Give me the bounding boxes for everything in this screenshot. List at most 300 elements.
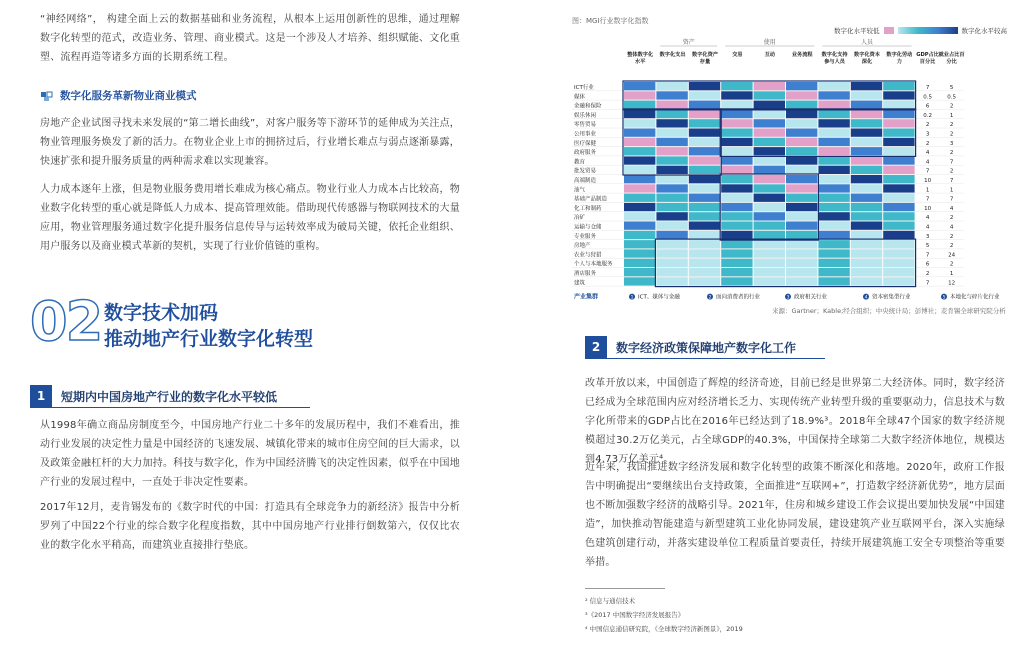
industry-label: 教育 — [574, 159, 586, 166]
heat-cell — [818, 166, 849, 174]
heat-cell — [786, 249, 817, 257]
paragraph: 近年来，我国推进数字经济发展和数字化转型的政策不断深化和落地。2020年，政府工作报告中明确提出“要继续出台支持政策，全面推进“互联网+”，打造数字经济新优势”，地方层面也不断加强数字经济的战略引导。2021年，住房和城乡建设工作会议提出要加快发展“中国建造”，加快推动智能建造与新型建筑工业化协同发展，建设建筑产业互联网平台，深入实施绿色建筑创建行动，并落实建设单位工程质量首要责任，持续开展建筑施工安全专项整治等重要举措。 — [585, 462, 1005, 568]
heat-cell — [624, 240, 655, 248]
heat-cell — [786, 138, 817, 146]
group-header: 使用 — [763, 39, 776, 46]
heat-cell — [818, 240, 849, 248]
gdp-share-value: 6 — [925, 261, 930, 268]
heat-cell — [851, 147, 882, 155]
cluster-name: 资本密集型行业 — [872, 294, 911, 301]
heat-cell — [754, 175, 785, 183]
subheading — [40, 88, 197, 103]
column-header: 数字化支出 — [659, 52, 686, 58]
heat-cell — [883, 259, 914, 267]
heat-cell — [754, 277, 785, 285]
paragraph: 2017年12月，麦肯锡发布的《数字时代的中国：打造具有全球竞争力的新经济》报告中分析罗列了中国22个行业的综合数字化程度指数，其中中国房地产行业排行倒数第六，仅仅比农业的数字化水平稍高，而建筑业直接排行垫底。 — [40, 502, 460, 551]
employment-share-value: 0.5 — [947, 94, 956, 101]
heat-cell — [851, 101, 882, 109]
employment-share-value: 7 — [949, 178, 954, 184]
heat-cell — [656, 175, 687, 183]
heat-cell — [818, 82, 849, 90]
heat-cell — [624, 166, 655, 174]
heat-cell — [851, 231, 882, 239]
heat-cell — [624, 175, 655, 183]
heat-cell — [624, 184, 655, 192]
heat-cell — [754, 231, 785, 239]
heat-cell — [656, 259, 687, 267]
industry-label: 基础产品制造 — [574, 196, 608, 203]
heat-cell — [883, 194, 914, 202]
heat-cell — [851, 175, 882, 183]
heat-cell — [656, 222, 687, 230]
industry-label: 房地产 — [574, 243, 591, 250]
cluster-marker-number: 5 — [942, 295, 946, 301]
heat-cell — [721, 212, 752, 220]
cluster-name: ICT、媒体与金融 — [638, 294, 680, 301]
heat-cell — [656, 129, 687, 137]
group-header: 人员 — [860, 39, 874, 46]
industry-label: 娱乐休闲 — [574, 112, 597, 119]
heat-cell — [786, 203, 817, 211]
heat-cell — [754, 222, 785, 230]
heat-cell — [786, 222, 817, 230]
heat-cell — [656, 138, 687, 146]
heat-cell — [689, 175, 720, 183]
employment-share-value: 2 — [949, 150, 954, 157]
heat-cell — [754, 212, 785, 220]
heat-cell — [754, 184, 785, 192]
heat-cell — [818, 175, 849, 183]
section-title-line2: 推动地产行业数字化转型 — [104, 328, 314, 350]
heat-cell — [851, 119, 882, 127]
subsection-title: 短期内中国房地产行业的数字化水平较低 — [61, 389, 278, 404]
heat-cell — [689, 249, 720, 257]
heat-cell — [786, 277, 817, 285]
heat-cell — [721, 175, 752, 183]
gdp-share-value: 2 — [925, 122, 930, 129]
cluster-marker-number: 3 — [786, 295, 790, 301]
heat-cell — [721, 203, 752, 211]
heat-cell — [656, 110, 687, 118]
heat-cell — [721, 194, 752, 202]
heat-cell — [656, 156, 687, 164]
heat-cell — [754, 194, 785, 202]
industry-label: 零售贸易 — [574, 122, 597, 129]
heat-cell — [689, 110, 720, 118]
employment-share-value: 2 — [949, 243, 954, 250]
paragraph: “神经网络”， 构建全面上云的数据基础和业务流程，从根本上运用创新性的思维，通过理解数字化转型的范式，改造业务、管理、商业模式。这是一个涉及人才培养、组织赋能、文化重塑、流程再造等诸多方面的长期系统工程。 — [40, 14, 460, 63]
heat-cell — [786, 175, 817, 183]
divider — [585, 358, 825, 359]
subheading-text: 数字化服务革新物业商业模式 — [60, 90, 197, 102]
legend-low-label: 数字化水平较低 — [834, 27, 880, 35]
heat-cell — [851, 222, 882, 230]
heat-cell — [883, 147, 914, 155]
group-header: 资产 — [682, 39, 695, 46]
heat-cell — [786, 166, 817, 174]
cluster-marker-number: 1 — [630, 295, 634, 301]
subsection-number: 2 — [585, 336, 607, 358]
employment-share-value: 1 — [949, 112, 954, 119]
employment-share-value: 3 — [949, 140, 954, 147]
industry-label: 专业服务 — [574, 233, 597, 240]
subsection-title: 数字经济政策保障地产数字化工作 — [616, 340, 797, 355]
heat-cell — [786, 156, 817, 164]
column-header: 数字化资产存量 — [692, 52, 718, 65]
heat-cell — [883, 119, 914, 127]
heat-cell — [721, 129, 752, 137]
heat-cell — [851, 138, 882, 146]
heat-cell — [818, 156, 849, 164]
gdp-share-value: 4 — [925, 150, 930, 157]
gdp-share-value: 4 — [925, 224, 930, 231]
heat-cell — [689, 147, 720, 155]
employment-share-value: 12 — [948, 280, 956, 287]
heat-cell — [786, 119, 817, 127]
paragraph: 从1998年确立商品房制度至今，中国房地产行业二十多年的发展历程中，我们不难看出，推动行业发展的决定性力量是中国经济的飞速发展、城镇化带来的城市住房空间的巨大需求，以及政策金融杠杆的大力加持。科技与数字化，作为中国经济腾飞的决定性因素，似乎在中国地产行业的发展过程中，一直处于非决定性要素。 — [40, 420, 460, 488]
industry-label: 建筑 — [574, 280, 586, 287]
heat-cell — [721, 156, 752, 164]
industry-label: 医疗保健 — [574, 140, 597, 147]
heat-cell — [689, 231, 720, 239]
heat-cell — [883, 268, 914, 276]
gdp-share-value: 5 — [925, 243, 930, 250]
heat-cell — [818, 91, 849, 99]
heat-cell — [786, 147, 817, 155]
heat-cell — [851, 249, 882, 257]
heat-cell — [624, 222, 655, 230]
heat-cell — [721, 147, 752, 155]
heat-cell — [818, 194, 849, 202]
heat-cell — [721, 240, 752, 248]
heat-cell — [689, 277, 720, 285]
gdp-share-value: 0.2 — [923, 112, 932, 119]
gdp-share-value: 7 — [925, 85, 930, 91]
footnote-divider — [585, 588, 665, 589]
cluster-name: 本地化与碎片化行业 — [950, 294, 1000, 301]
heat-cell — [656, 82, 687, 90]
section-number: 02 — [30, 290, 102, 353]
heat-cell — [851, 203, 882, 211]
heat-cell — [883, 222, 914, 230]
footnote: ⁴ 中国信息通信研究院，《全球数字经济新图景》，2019 — [585, 625, 743, 633]
employment-share-value: 2 — [949, 103, 954, 110]
heat-cell — [656, 240, 687, 248]
heat-cell — [786, 101, 817, 109]
heat-cell — [656, 119, 687, 127]
heat-cell — [656, 166, 687, 174]
heat-cell — [624, 119, 655, 127]
heat-cell — [883, 249, 914, 257]
industry-label: 政府服务 — [574, 150, 597, 157]
gdp-share-value: 7 — [925, 280, 930, 287]
heat-cell — [721, 231, 752, 239]
industry-label: 高端制造 — [574, 178, 597, 184]
heat-cell — [656, 91, 687, 99]
digitization-index-figure — [572, 16, 1008, 316]
heat-cell — [689, 156, 720, 164]
heat-cell — [624, 194, 655, 202]
column-header: 就业占比百分比 — [938, 52, 965, 65]
heat-cell — [689, 268, 720, 276]
heat-cell — [883, 138, 914, 146]
heat-cell — [786, 91, 817, 99]
employment-share-value: 2 — [949, 261, 954, 268]
cube-icon — [40, 90, 54, 102]
heat-cell — [689, 259, 720, 267]
legend-pink-swatch — [884, 27, 894, 34]
industry-label: 化工和制药 — [574, 205, 602, 212]
heat-cell — [818, 212, 849, 220]
heat-cell — [754, 156, 785, 164]
industry-label: 油气 — [574, 187, 586, 194]
heat-cell — [721, 166, 752, 174]
heat-cell — [656, 194, 687, 202]
gdp-share-value: 7 — [925, 168, 930, 175]
heat-cell — [818, 184, 849, 192]
heat-cell — [851, 268, 882, 276]
gdp-share-value: 7 — [925, 252, 930, 259]
heat-cell — [689, 240, 720, 248]
column-header: 互动 — [764, 52, 775, 58]
heat-cell — [883, 277, 914, 285]
heat-cell — [754, 259, 785, 267]
heat-cell — [721, 138, 752, 146]
heat-cell — [656, 231, 687, 239]
heat-cell — [721, 91, 752, 99]
industry-label: 公用事业 — [574, 131, 597, 138]
employment-share-value: 4 — [949, 224, 954, 231]
cluster-marker-number: 4 — [864, 295, 868, 301]
column-header: GDP占比百分比 — [916, 52, 939, 65]
column-header: 数字化劳动力 — [886, 52, 913, 65]
footnote: ³《2017 中国数字经济发展报告》 — [585, 611, 685, 619]
heat-cell — [754, 110, 785, 118]
cluster-legend-label: 产业集群 — [574, 293, 599, 301]
heat-cell — [689, 91, 720, 99]
heat-cell — [721, 184, 752, 192]
heat-cell — [754, 203, 785, 211]
heat-cell — [851, 110, 882, 118]
heat-cell — [624, 138, 655, 146]
subsection-header — [30, 385, 277, 407]
heat-cell — [818, 138, 849, 146]
heat-cell — [721, 222, 752, 230]
subsection-header — [585, 336, 796, 358]
heat-cell — [656, 101, 687, 109]
gdp-share-value: 10 — [924, 178, 932, 184]
heat-cell — [624, 110, 655, 118]
gdp-share-value: 10 — [924, 205, 932, 212]
legend — [834, 26, 1007, 35]
gdp-share-value: 0.5 — [923, 94, 932, 101]
heat-cell — [624, 277, 655, 285]
employment-share-value: 1 — [949, 271, 954, 277]
heat-cell — [883, 231, 914, 239]
heat-cell — [754, 82, 785, 90]
heat-cell — [721, 249, 752, 257]
heat-cell — [851, 212, 882, 220]
heat-cell — [624, 129, 655, 137]
heat-cell — [786, 259, 817, 267]
heat-cell — [883, 101, 914, 109]
heat-cell — [656, 184, 687, 192]
heat-cell — [786, 194, 817, 202]
employment-share-value: 2 — [949, 131, 954, 138]
heat-cell — [754, 119, 785, 127]
heat-cell — [818, 110, 849, 118]
heat-cell — [689, 119, 720, 127]
heat-cell — [689, 138, 720, 146]
heat-cell — [656, 268, 687, 276]
heat-cell — [754, 147, 785, 155]
heat-cell — [851, 240, 882, 248]
heat-cell — [754, 101, 785, 109]
heat-cell — [883, 82, 914, 90]
heat-cell — [656, 249, 687, 257]
heat-cell — [624, 212, 655, 220]
heat-cell — [818, 268, 849, 276]
heat-cell — [689, 184, 720, 192]
cluster-marker-number: 2 — [708, 295, 712, 301]
heat-cell — [624, 101, 655, 109]
industry-label: 农业与狩猎 — [574, 252, 602, 259]
column-header: 交易 — [732, 52, 743, 58]
industry-label: 运输与仓储 — [574, 224, 602, 231]
industry-label: 金融和保险 — [574, 103, 602, 110]
gdp-share-value: 3 — [925, 131, 930, 138]
employment-share-value: 1 — [949, 187, 954, 194]
employment-share-value: 7 — [949, 159, 954, 166]
heat-cell — [851, 129, 882, 137]
heat-cell — [818, 231, 849, 239]
heat-cell — [624, 147, 655, 155]
heat-cell — [818, 249, 849, 257]
paragraph: 改革开放以来，中国创造了辉煌的经济奇迹，目前已经是世界第二大经济体。同时，数字经济已经成为全球范围内应对经济增长乏力、实现传统产业转型升级的重要驱动力，信息技术与数字化所带来的GDP占比在2016年已经达到了18.9%³。2018年全球47个国家的数字经济规模超过30.2万亿美元，占全球GDP的40.3%，中国保持全球第二大数字经济体地位，规模达到4.73万亿美元⁴。 — [585, 378, 1005, 465]
employment-share-value: 24 — [948, 252, 956, 259]
section-title-line1: 数字技术加码 — [104, 302, 219, 324]
heat-cell — [721, 82, 752, 90]
heat-cell — [721, 101, 752, 109]
column-header: 数字化资本深化 — [854, 52, 880, 65]
heat-cell — [624, 91, 655, 99]
heat-cell — [786, 184, 817, 192]
heat-cell — [754, 91, 785, 99]
heat-cell — [818, 277, 849, 285]
heat-cell — [624, 268, 655, 276]
heat-cell — [851, 82, 882, 90]
heat-cell — [721, 259, 752, 267]
employment-share-value: 2 — [949, 215, 954, 222]
employment-share-value: 5 — [949, 85, 954, 91]
gdp-share-value: 2 — [925, 271, 930, 277]
heat-cell — [754, 166, 785, 174]
heat-cell — [883, 110, 914, 118]
employment-share-value: 4 — [949, 205, 954, 212]
legend-gradient — [898, 27, 958, 34]
gdp-share-value: 7 — [925, 196, 930, 203]
heat-cell — [786, 82, 817, 90]
heat-cell — [786, 240, 817, 248]
heat-cell — [883, 212, 914, 220]
column-header: 整体数字化水平 — [627, 52, 654, 65]
heat-cell — [818, 147, 849, 155]
heat-cell — [883, 240, 914, 248]
legend-high-label: 数字化水平较高 — [961, 27, 1007, 35]
heat-cell — [883, 91, 914, 99]
gdp-share-value: 3 — [925, 233, 930, 240]
heat-cell — [689, 212, 720, 220]
heat-cell — [624, 231, 655, 239]
heat-cell — [656, 277, 687, 285]
subsection-number: 1 — [30, 385, 52, 407]
employment-share-value: 2 — [949, 168, 954, 175]
divider — [30, 407, 310, 408]
figure-source: 来源：Gartner；Kable;经合组织；中央统计局；彭博社；麦肯锡全球研究院分析 — [772, 307, 1006, 315]
gdp-share-value: 2 — [925, 140, 930, 147]
heat-cell — [624, 156, 655, 164]
paragraph: 人力成本逐年上涨，但是物业服务费用增长难成为核心痛点。物业行业人力成本占比较高，物业数字化转型的重心就是降低人力成本、提高管理效能。借助现代传感器与物联网技术的大量应用，物业管理服务通过数字化提升服务信息传导与运转效率成为破局关键，依托企业组织、用户服务以及商业模式革新的契机，实现了行业价值链的重构。 — [40, 184, 460, 252]
heatmap — [572, 38, 1008, 308]
industry-label: 酒店服务 — [574, 271, 597, 277]
gdp-share-value: 1 — [925, 187, 930, 194]
heat-cell — [656, 203, 687, 211]
cluster-name: 政府相关行业 — [794, 294, 828, 301]
heat-cell — [818, 222, 849, 230]
industry-label: 媒体 — [574, 94, 586, 101]
paragraph: 房地产企业试图寻找未来发展的“第二增长曲线”，对客户服务等下游环节的延伸成为关注点，物业管理服务焕发了新的活力。在物业企业上市的拥挤过后，行业增长难点与弱点逐渐暴露，快速扩张和提升服务质量的两种需求难以实现兼容。 — [40, 118, 460, 167]
gdp-share-value: 6 — [925, 103, 930, 110]
heat-cell — [851, 184, 882, 192]
heat-cell — [689, 129, 720, 137]
heat-cell — [754, 129, 785, 137]
heat-cell — [689, 194, 720, 202]
heat-cell — [689, 222, 720, 230]
heat-cell — [754, 268, 785, 276]
heat-cell — [786, 268, 817, 276]
figure-title: 图：MGI行业数字化指数 — [572, 17, 649, 25]
column-header: 业务流程 — [791, 52, 813, 58]
heat-cell — [624, 82, 655, 90]
heat-cell — [689, 82, 720, 90]
heat-cell — [754, 249, 785, 257]
industry-label: 冶矿 — [574, 215, 586, 222]
industry-label: 批发贸易 — [574, 168, 597, 175]
heat-cell — [786, 129, 817, 137]
heat-cell — [689, 166, 720, 174]
heat-cell — [786, 231, 817, 239]
heat-cell — [786, 110, 817, 118]
employment-share-value: 2 — [949, 233, 954, 240]
gdp-share-value: 4 — [925, 215, 930, 222]
heat-cell — [851, 166, 882, 174]
heat-cell — [656, 147, 687, 155]
heat-cell — [883, 156, 914, 164]
heat-cell — [851, 156, 882, 164]
heat-cell — [818, 119, 849, 127]
heat-cell — [786, 212, 817, 220]
heat-cell — [883, 175, 914, 183]
cluster-name: 面向消费者的行业 — [716, 294, 761, 301]
heat-cell — [818, 259, 849, 267]
column-header: 数字化支持参与人员 — [821, 52, 848, 65]
heat-cell — [624, 249, 655, 257]
industry-label: ICT行业 — [574, 85, 594, 91]
heat-cell — [721, 119, 752, 127]
heat-cell — [818, 129, 849, 137]
heat-cell — [624, 203, 655, 211]
heat-cell — [883, 203, 914, 211]
